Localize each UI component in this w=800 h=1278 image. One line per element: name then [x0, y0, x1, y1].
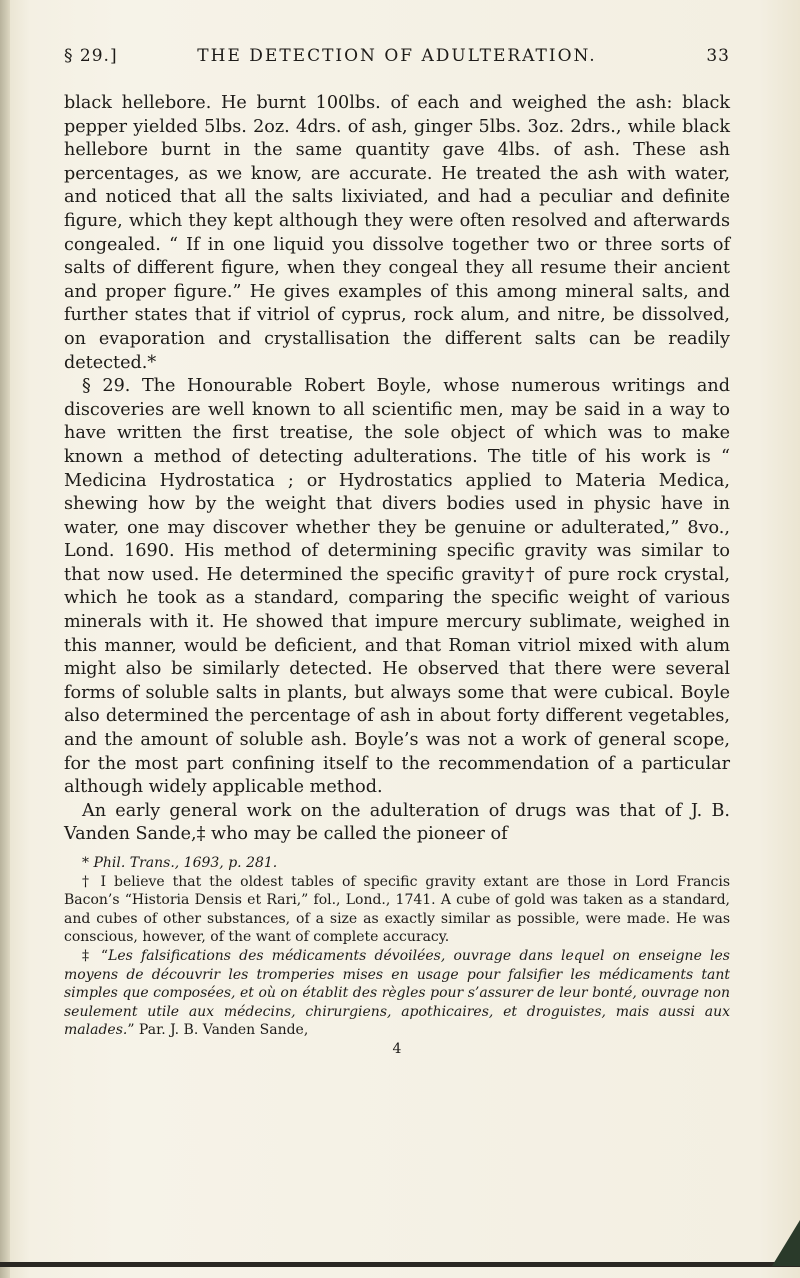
footnote-1: [64, 854, 730, 873]
footnote-3-citation: ” Par. J. B. Vanden Sande,: [127, 1022, 309, 1039]
section-marker: § 29.]: [64, 46, 118, 66]
footnote-1-text: Phil. Trans., 1693, p. 281.: [93, 855, 278, 871]
running-header: [64, 46, 730, 72]
page-bottom-edge: [0, 1262, 800, 1267]
main-text: [64, 92, 730, 847]
page-binding-edge: [0, 0, 10, 1278]
signature-mark: 4: [392, 1040, 402, 1057]
page-corner-shadow: [772, 1220, 800, 1266]
footnote-2: † I believe that the oldest tables of specific gravity extant are those in Lord Francis Bacon’s “Historia Densis et Rari,” fol., Lond., 1741. A cube of gold was taken as a standard, and cubes of other substances, of a size as exactly similar as possible, were made. He was conscious, however, of the want of complete accuracy.: [64, 873, 730, 946]
footnote-1-mark: *: [82, 855, 89, 871]
footnote-3-mark: ‡ “: [82, 947, 109, 964]
page-number: 33: [706, 46, 730, 66]
footnote-3: [64, 947, 730, 1040]
running-title: THE DETECTION OF ADULTERATION.: [197, 46, 597, 66]
footnotes: [64, 854, 730, 1059]
paragraph-continued: black hellebore. He burnt 100lbs. of each and weighed the ash: black pepper yielded 5lbs. 2oz. 4drs. of ash, ginger 5lbs. 3oz. 2drs., while black hellebore burnt in the same quantity gave 4lbs. of ash. These ash percentages, as we know, are accurate. He treated the ash with water, and noticed that all the salts lixiviated, and had a peculiar and definite figure, which they kept although they were often resolved and afterwards congealed. “ If in one liquid you dissolve together two or three sorts of salts of different figure, when they congeal they all resume their ancient and proper figure.” He gives examples of this among mineral salts, and further states that if vitriol of cyprus, rock alum, and nitre, be dissolved, on evaporation and crystallisation the different salts can be readily detected.*: [64, 93, 730, 373]
paragraph-section-29: § 29. The Honourable Robert Boyle, whose numerous writings and discoveries are well known to all scientific men, may be said in a way to have written the first treatise, the sole object of which was to make known a method of detecting adulterations. The title of his work is “ Medicina Hydrostatica ; or Hydrostatics applied to Materia Medica, shewing how by the weight that divers bodies used in physic have in water, one may discover whether they be genuine or adulterated,” 8vo., Lond. 1690. His method of determining specific gravity was similar to that now used. He determined the specific gravity† of pure rock crystal, which he took as a standard, comparing the specific weight of various minerals with it. He showed that impure mercury sublimate, weighed in this manner, would be deficient, and that Roman vitriol mixed with alum might also be similarly detected. He observed that there were several forms of soluble salts in plants, but always some that were cubical. Boyle also determined the percentage of ash in about forty different vegetables, and the amount of soluble ash. Boyle’s was not a work of general scope, for the most part confining itself to the recommendation of a particular although widely applicable method.: [64, 376, 730, 798]
footnote-3-french-title: Les falsifications des médicaments dévoilées, ouvrage dans lequel on enseigne les moyens de découvrir les tromperies mises en usage pour falsifier les médicaments tant simples que composées, et où on établit des règles pour s’assurer de leur bonté, ouvrage non seulement utile aux médecins, chirurgiens, apothicaires, et droguistes, mais aussi aux malades.: [64, 947, 730, 1039]
paragraph-vanden-sande: An early general work on the adulteration of drugs was that of J. B. Vanden Sande,‡ who may be called the pioneer of: [64, 800, 730, 845]
